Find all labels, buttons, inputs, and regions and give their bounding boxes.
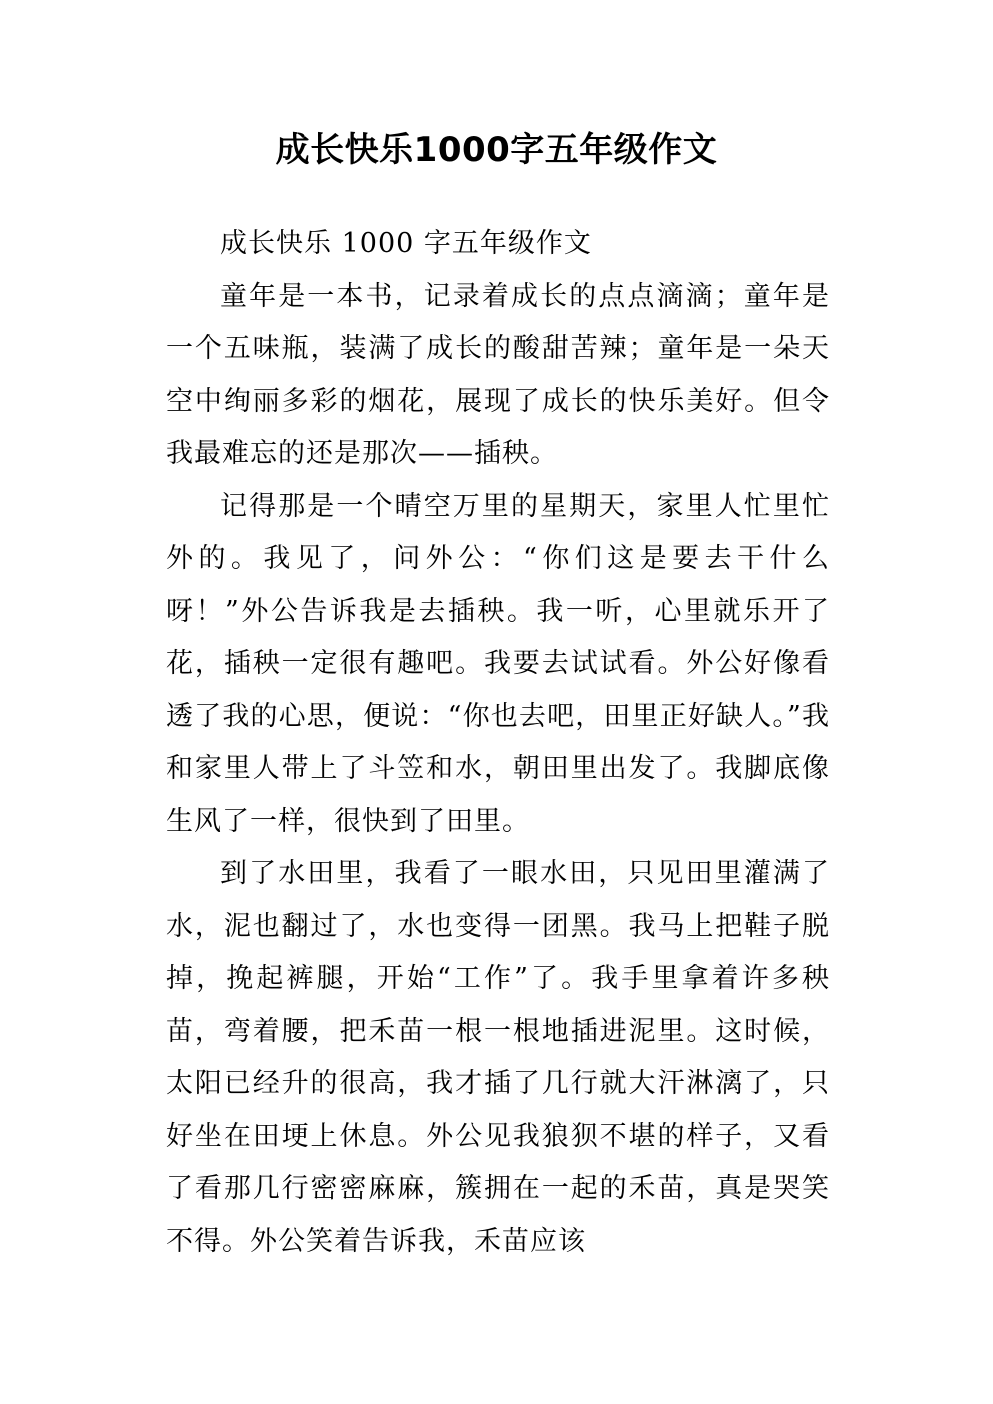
document-body — [166, 218, 830, 1268]
body-paragraph: 记得那是一个晴空万里的星期天，家里人忙里忙外的。我见了，问外公：“你们这是要去干什么呀！”外公告诉我是去插秧。我一听，心里就乐开了花，插秧一定很有趣吧。我要去试试看。外公好像看透了我的心思，便说：“你也去吧，田里正好缺人。”我和家里人带上了斗笠和水，朝田里出发了。我脚底像生风了一样，很快到了田里。 — [166, 490, 830, 837]
document-title: 成长快乐1000字五年级作文 — [275, 130, 718, 170]
subtitle-paragraph: 成长快乐 1000 字五年级作文 — [220, 228, 592, 259]
body-paragraph: 童年是一本书，记录着成长的点点滴滴；童年是一个五味瓶，装满了成长的酸甜苦辣；童年是一朵天空中绚丽多彩的烟花，展现了成长的快乐美好。但令我最难忘的还是那次——插秧。 — [166, 280, 830, 469]
body-paragraph: 到了水田里，我看了一眼水田，只见田里灌满了水，泥也翻过了，水也变得一团黑。我马上把鞋子脱掉，挽起裤腿，开始“工作”了。我手里拿着许多秧苗，弯着腰，把禾苗一根一根地插进泥里。这时候，太阳已经升的很高，我才插了几行就大汗淋漓了，只好坐在田埂上休息。外公见我狼狈不堪的样子，又看了看那几行密密麻麻，簇拥在一起的禾苗，真是哭笑不得。外公笑着告诉我，禾苗应该 — [166, 858, 830, 1257]
